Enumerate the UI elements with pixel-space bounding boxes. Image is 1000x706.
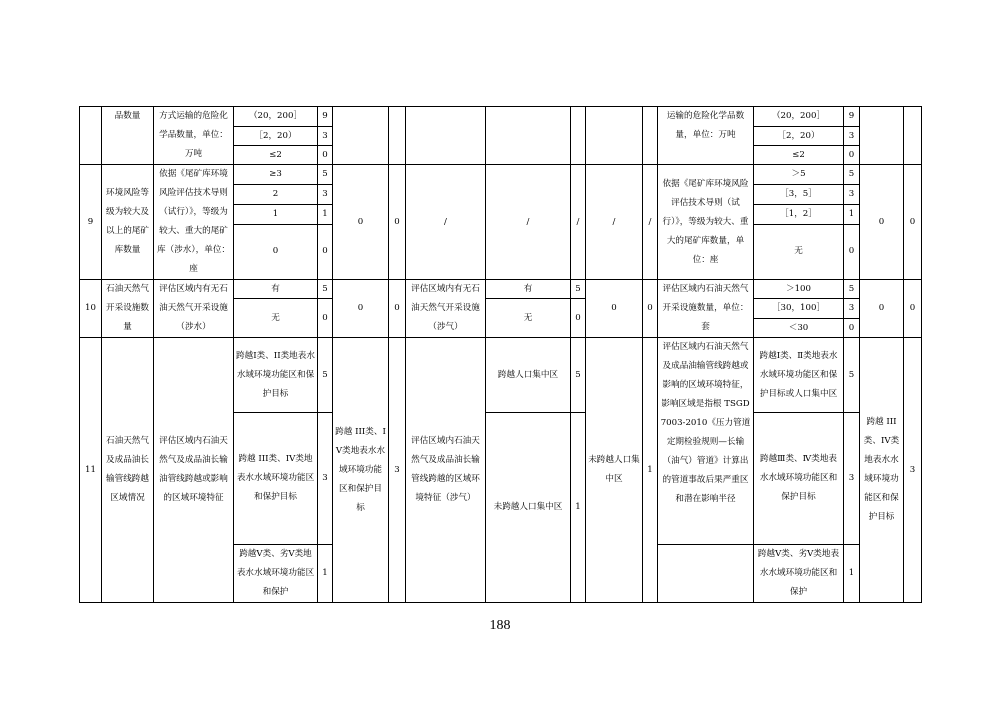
gas-score-cell: 5 xyxy=(571,280,586,299)
range-cell-b: 无 xyxy=(754,224,844,279)
gas-range-cell: 有 xyxy=(486,280,571,299)
range-cell-b: （20，200］ xyxy=(754,107,844,127)
gas-criterion-cell: 评估区域内有无石油天然气开采设施（涉气） xyxy=(406,280,486,338)
empty-cell xyxy=(904,107,922,165)
range-cell: 有 xyxy=(234,280,318,299)
range-cell-b: ［2，20） xyxy=(754,127,844,146)
range-cell-b: ＞5 xyxy=(754,165,844,185)
criterion-cell-b: 评估区域内石油天然气及成品油输管线跨越或影响的区域环境特征，影响区域是指根 TSGD7003-2010《压力管道定期检验规则—长输（油气）管道》计算出的管道事故后果严重区和潜在影响半径 xyxy=(658,338,754,545)
gas-score-cell: 1 xyxy=(571,413,586,603)
empty-cell xyxy=(643,107,658,165)
row-no-cell: 9 xyxy=(80,165,102,280)
score-cell: 0 xyxy=(318,146,333,165)
score-cell: 3 xyxy=(318,127,333,146)
range-cell: ≤2 xyxy=(234,146,318,165)
gas-range-cell: 未跨越人口集中区 xyxy=(486,413,571,603)
empty-cell xyxy=(860,107,904,165)
range-cell-b: 跨越Ⅰ类、Ⅱ类地表水水域环境功能区和保护目标或人口集中区 xyxy=(754,338,844,413)
range-cell: 跨越Ⅰ类、II类地表水水域环境功能区和保护目标 xyxy=(234,338,318,413)
gas-value-cell: 未跨越人口集中区 xyxy=(586,338,643,603)
gas-criterion-cell: 评估区域内石油天然气及成品油长输管线跨越的区域环境特征（涉气） xyxy=(406,338,486,603)
row-no-cell: 10 xyxy=(80,280,102,338)
value-cell: 0 xyxy=(860,165,904,280)
value-cell: 0 xyxy=(904,165,922,280)
score-cell-b: 3 xyxy=(844,299,860,319)
criterion-cell: 依据《尾矿库环境风险评估技术导则（试行）》，等级为较大、重大的尾矿库（涉水），单位：座 xyxy=(154,165,234,280)
row-no-cell xyxy=(80,107,102,165)
empty-cell xyxy=(658,545,754,603)
gas-score-cell: / xyxy=(571,165,586,280)
score-cell-b: 5 xyxy=(844,338,860,413)
gas-range-cell: 跨越人口集中区 xyxy=(486,338,571,413)
range-cell-b: ＞100 xyxy=(754,280,844,299)
range-cell: ［2，20） xyxy=(234,127,318,146)
empty-cell xyxy=(571,107,586,165)
range-cell-b: 跨越Ⅲ类、Ⅳ类地表水水域环境功能区和保护目标 xyxy=(754,413,844,545)
score-cell: 5 xyxy=(318,338,333,413)
indicator-name-cell: 环境风险等级为较大及以上的尾矿库数量 xyxy=(102,165,154,280)
score-cell: 0 xyxy=(318,224,333,279)
range-cell: 跨越Ⅴ类、劣Ⅴ类地表水水域环境功能区和保护 xyxy=(234,545,318,603)
value-cell: 0 xyxy=(389,165,406,280)
gas-score-cell: 5 xyxy=(571,338,586,413)
criterion-cell-b: 依据《尾矿库环境风险评估技术导则（试行）》，等级为较大、重大的尾矿库数量，单位：座 xyxy=(658,165,754,280)
indicator-name-cell: 石油天然气及成品油长输管线跨越区域情况 xyxy=(102,338,154,603)
score-cell: 3 xyxy=(318,413,333,545)
gas-criterion-cell: / xyxy=(406,165,486,280)
gas-score-cell: 0 xyxy=(571,299,586,338)
range-cell: 2 xyxy=(234,184,318,204)
score-cell: 9 xyxy=(318,107,333,127)
score-cell-b: 3 xyxy=(844,184,860,204)
criterion-cell-b: 评估区域内石油天然气开采设施数量，单位：套 xyxy=(658,280,754,338)
score-cell: 0 xyxy=(318,299,333,338)
criterion-cell-b: 运输的危险化学品数量，单位：万吨 xyxy=(658,107,754,165)
empty-cell xyxy=(586,107,643,165)
score-cell-b: 5 xyxy=(844,165,860,185)
value-cell: 0 xyxy=(333,280,389,338)
table-row xyxy=(80,107,922,127)
score-cell: 1 xyxy=(318,204,333,224)
score-cell: 1 xyxy=(318,545,333,603)
empty-cell xyxy=(333,107,389,165)
gas-range-cell: / xyxy=(486,165,571,280)
gas-value-cell: 0 xyxy=(586,280,643,338)
range-cell: 无 xyxy=(234,299,318,338)
score-cell-b: 0 xyxy=(844,224,860,279)
value-cell: 0 xyxy=(389,280,406,338)
range-cell: 1 xyxy=(234,204,318,224)
table-row xyxy=(80,280,922,299)
score-cell-b: 0 xyxy=(844,146,860,165)
score-cell: 5 xyxy=(318,280,333,299)
criterion-cell: 评估区域内有无石油天然气开采设施（涉水） xyxy=(154,280,234,338)
score-cell-b: 3 xyxy=(844,413,860,545)
row-no-cell: 11 xyxy=(80,338,102,603)
criterion-cell: 方式运输的危险化学品数量，单位：万吨 xyxy=(154,107,234,165)
score-cell-b: 3 xyxy=(844,127,860,146)
range-cell-b: 跨越Ⅴ类、劣Ⅴ类地表水水域环境功能区和保护 xyxy=(754,545,844,603)
range-cell-b: ＜30 xyxy=(754,319,844,338)
value-cell: 0 xyxy=(860,280,904,338)
score-cell-b: 1 xyxy=(844,545,860,603)
criterion-cell: 评估区域内石油天然气及成品油长输油管线跨越或影响的区域环境特征 xyxy=(154,338,234,603)
indicator-name-cell: 品数量 xyxy=(102,107,154,165)
range-cell-b: ［1，2］ xyxy=(754,204,844,224)
table-row xyxy=(80,338,922,413)
empty-cell xyxy=(486,107,571,165)
indicator-name-cell: 石油天然气开采设施数量 xyxy=(102,280,154,338)
gas-range-cell: 无 xyxy=(486,299,571,338)
range-cell: （20，200］ xyxy=(234,107,318,127)
score-cell: 5 xyxy=(318,165,333,185)
page-number: 188 xyxy=(489,618,511,633)
range-cell: ≥3 xyxy=(234,165,318,185)
value-cell: 跨越 III类、IV类地表水水域环境功能区和保护目标 xyxy=(333,338,389,603)
score-cell-b: 1 xyxy=(844,204,860,224)
gas-value-cell: 1 xyxy=(643,338,658,603)
range-cell-b: ［30，100］ xyxy=(754,299,844,319)
gas-value-cell: / xyxy=(586,165,643,280)
range-cell-b: ［3，5］ xyxy=(754,184,844,204)
empty-cell xyxy=(406,107,486,165)
range-cell: 跨越 III类、IV类地表水水域环境功能区和保护目标 xyxy=(234,413,318,545)
table-row xyxy=(80,165,922,185)
value-cell: 3 xyxy=(389,338,406,603)
empty-cell xyxy=(389,107,406,165)
value-cell: 3 xyxy=(904,338,922,603)
value-cell: 跨越 III类、IV类地表水水域环境功能区和保护目标 xyxy=(860,338,904,603)
assessment-table xyxy=(79,106,922,603)
value-cell: 0 xyxy=(904,280,922,338)
score-cell-b: 9 xyxy=(844,107,860,127)
score-cell: 3 xyxy=(318,184,333,204)
gas-value-cell: / xyxy=(643,165,658,280)
gas-value-cell: 0 xyxy=(643,280,658,338)
range-cell: 0 xyxy=(234,224,318,279)
score-cell-b: 5 xyxy=(844,280,860,299)
value-cell: 0 xyxy=(333,165,389,280)
range-cell-b: ≤2 xyxy=(754,146,844,165)
score-cell-b: 0 xyxy=(844,319,860,338)
